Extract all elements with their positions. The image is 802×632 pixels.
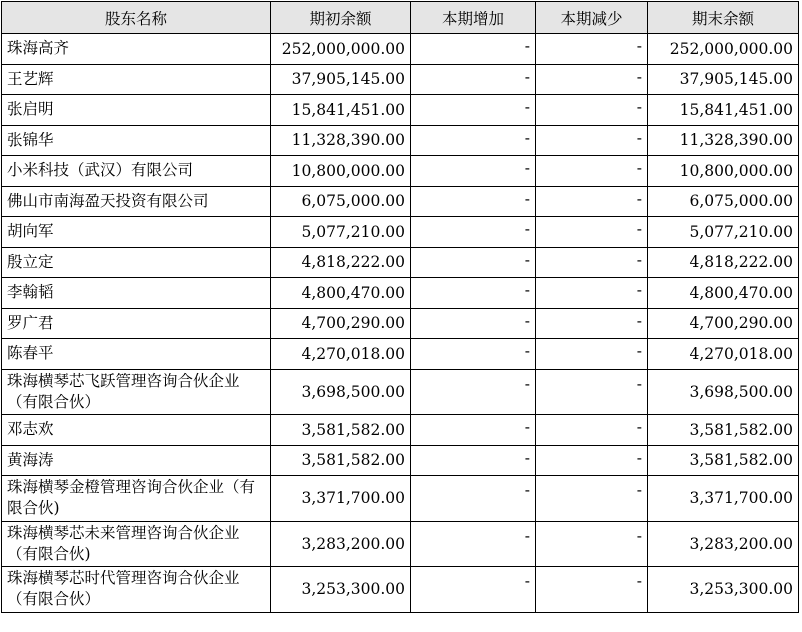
period-increase-cell: - [411,567,536,613]
ending-balance-cell: 3,698,500.00 [648,369,799,415]
table-row [2,415,799,446]
ending-balance-cell: 3,253,300.00 [648,567,799,613]
table-header-row [2,2,799,34]
table-row [2,278,799,309]
beginning-balance-cell: 6,075,000.00 [271,186,411,217]
period-increase-cell: - [411,247,536,278]
period-decrease-cell: - [536,186,648,217]
beginning-balance-cell: 15,841,451.00 [271,95,411,126]
shareholder-name-cell: 胡向军 [2,217,271,248]
ending-balance-cell: 10,800,000.00 [648,156,799,187]
header-period-increase: 本期增加 [411,2,536,34]
period-increase-cell: - [411,125,536,156]
table-body [2,34,799,613]
period-decrease-cell: - [536,217,648,248]
header-beginning-balance: 期初余额 [271,2,411,34]
period-increase-cell: - [411,278,536,309]
table-row [2,567,799,613]
table-row [2,521,799,567]
period-increase-cell: - [411,415,536,446]
beginning-balance-cell: 3,581,582.00 [271,415,411,446]
ending-balance-cell: 3,581,582.00 [648,415,799,446]
period-decrease-cell: - [536,445,648,476]
ending-balance-cell: 4,270,018.00 [648,339,799,370]
ending-balance-cell: 11,328,390.00 [648,125,799,156]
period-increase-cell: - [411,95,536,126]
beginning-balance-cell: 5,077,210.00 [271,217,411,248]
ending-balance-cell: 252,000,000.00 [648,34,799,65]
shareholder-name-cell: 黄海涛 [2,445,271,476]
period-increase-cell: - [411,445,536,476]
shareholder-name-cell: 珠海横琴芯时代管理咨询合伙企业（有限合伙） [2,567,271,613]
period-decrease-cell: - [536,521,648,567]
period-increase-cell: - [411,186,536,217]
table-row [2,125,799,156]
table-row [2,247,799,278]
period-increase-cell: - [411,369,536,415]
period-decrease-cell: - [536,339,648,370]
ending-balance-cell: 4,818,222.00 [648,247,799,278]
beginning-balance-cell: 4,800,470.00 [271,278,411,309]
period-decrease-cell: - [536,308,648,339]
period-decrease-cell: - [536,125,648,156]
table-row [2,34,799,65]
period-decrease-cell: - [536,369,648,415]
shareholder-name-cell: 张启明 [2,95,271,126]
beginning-balance-cell: 252,000,000.00 [271,34,411,65]
beginning-balance-cell: 37,905,145.00 [271,64,411,95]
table-row [2,445,799,476]
ending-balance-cell: 3,371,700.00 [648,476,799,522]
shareholder-name-cell: 李翰韬 [2,278,271,309]
period-decrease-cell: - [536,567,648,613]
header-ending-balance: 期末余额 [648,2,799,34]
ending-balance-cell: 4,700,290.00 [648,308,799,339]
shareholder-name-cell: 张锦华 [2,125,271,156]
shareholder-name-cell: 佛山市南海盈天投资有限公司 [2,186,271,217]
shareholder-name-cell: 珠海高齐 [2,34,271,65]
beginning-balance-cell: 3,253,300.00 [271,567,411,613]
beginning-balance-cell: 11,328,390.00 [271,125,411,156]
period-decrease-cell: - [536,64,648,95]
beginning-balance-cell: 4,700,290.00 [271,308,411,339]
shareholder-name-cell: 邓志欢 [2,415,271,446]
period-decrease-cell: - [536,95,648,126]
shareholder-name-cell: 珠海横琴芯飞跃管理咨询合伙企业（有限合伙） [2,369,271,415]
period-decrease-cell: - [536,156,648,187]
ending-balance-cell: 6,075,000.00 [648,186,799,217]
table-row [2,64,799,95]
period-increase-cell: - [411,339,536,370]
shareholder-name-cell: 珠海横琴金橙管理咨询合伙企业（有限合伙) [2,476,271,522]
table-row [2,476,799,522]
period-decrease-cell: - [536,415,648,446]
table-row [2,339,799,370]
period-increase-cell: - [411,34,536,65]
table-row [2,217,799,248]
period-increase-cell: - [411,476,536,522]
period-decrease-cell: - [536,476,648,522]
table-row [2,156,799,187]
table-row [2,308,799,339]
period-increase-cell: - [411,156,536,187]
shareholder-name-cell: 珠海横琴芯未来管理咨询合伙企业（有限合伙) [2,521,271,567]
period-decrease-cell: - [536,34,648,65]
table-row [2,369,799,415]
header-period-decrease: 本期减少 [536,2,648,34]
shareholder-name-cell: 小米科技（武汉）有限公司 [2,156,271,187]
table-row [2,95,799,126]
shareholder-table [1,1,799,613]
beginning-balance-cell: 3,371,700.00 [271,476,411,522]
ending-balance-cell: 4,800,470.00 [648,278,799,309]
period-decrease-cell: - [536,247,648,278]
period-decrease-cell: - [536,278,648,309]
shareholder-name-cell: 殷立定 [2,247,271,278]
table-row [2,186,799,217]
ending-balance-cell: 37,905,145.00 [648,64,799,95]
shareholder-name-cell: 陈春平 [2,339,271,370]
period-increase-cell: - [411,521,536,567]
ending-balance-cell: 5,077,210.00 [648,217,799,248]
beginning-balance-cell: 4,818,222.00 [271,247,411,278]
ending-balance-cell: 15,841,451.00 [648,95,799,126]
shareholder-name-cell: 王艺辉 [2,64,271,95]
beginning-balance-cell: 3,581,582.00 [271,445,411,476]
shareholder-name-cell: 罗广君 [2,308,271,339]
period-increase-cell: - [411,64,536,95]
beginning-balance-cell: 3,698,500.00 [271,369,411,415]
beginning-balance-cell: 10,800,000.00 [271,156,411,187]
period-increase-cell: - [411,217,536,248]
beginning-balance-cell: 3,283,200.00 [271,521,411,567]
period-increase-cell: - [411,308,536,339]
header-shareholder-name: 股东名称 [2,2,271,34]
beginning-balance-cell: 4,270,018.00 [271,339,411,370]
ending-balance-cell: 3,581,582.00 [648,445,799,476]
ending-balance-cell: 3,283,200.00 [648,521,799,567]
